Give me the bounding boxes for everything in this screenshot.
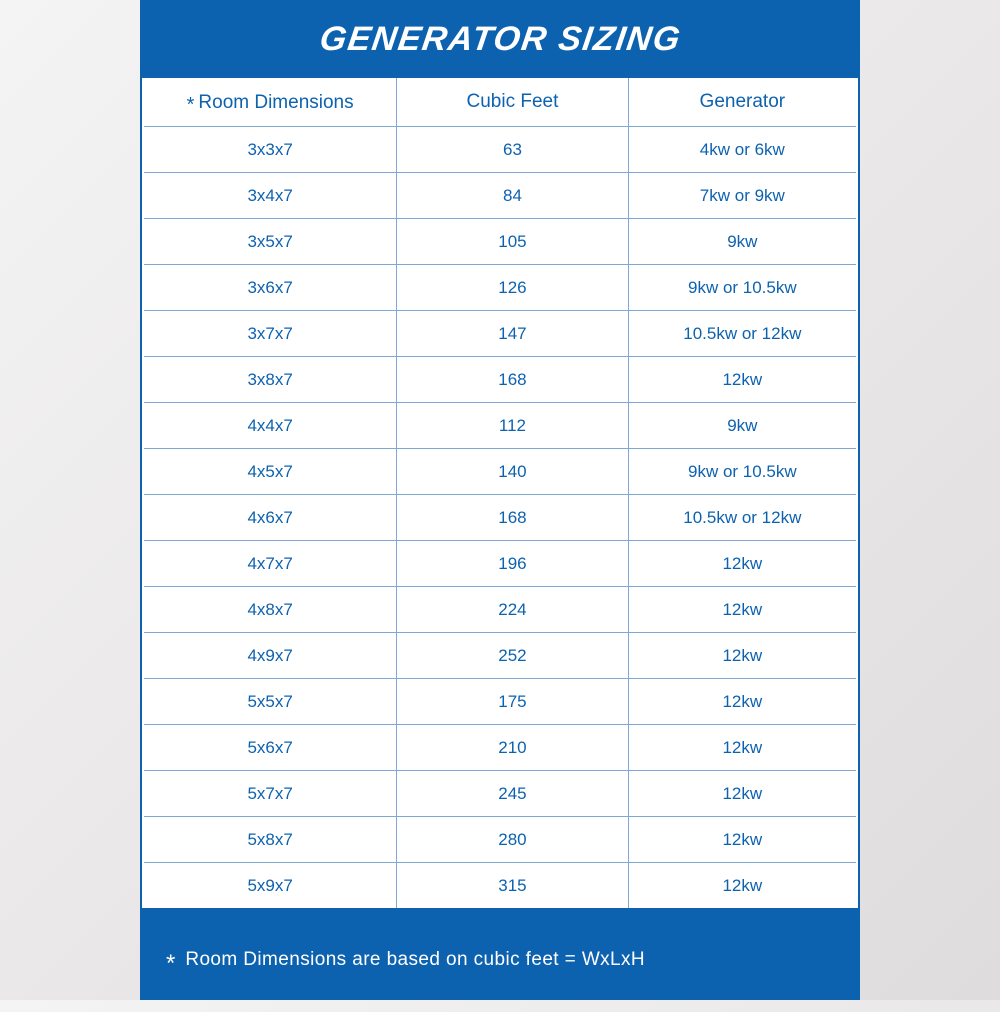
- cell-generator: 12kw: [628, 587, 856, 633]
- table-row: [144, 449, 856, 495]
- cell-cubic-feet: 196: [397, 541, 628, 587]
- table-row: [144, 633, 856, 679]
- column-header-generator: Generator: [628, 78, 856, 127]
- cell-room-dimensions: 5x9x7: [144, 863, 397, 909]
- poster-header: [140, 0, 860, 78]
- cell-generator: 12kw: [628, 541, 856, 587]
- cell-generator: 4kw or 6kw: [628, 127, 856, 173]
- cell-cubic-feet: 315: [397, 863, 628, 909]
- cell-generator: 10.5kw or 12kw: [628, 495, 856, 541]
- cell-cubic-feet: 140: [397, 449, 628, 495]
- table-row: [144, 265, 856, 311]
- table-row: [144, 127, 856, 173]
- cell-generator: 12kw: [628, 817, 856, 863]
- cell-room-dimensions: 3x8x7: [144, 357, 397, 403]
- table-header: [144, 78, 856, 127]
- table-body: [144, 127, 856, 909]
- cell-room-dimensions: 3x4x7: [144, 173, 397, 219]
- cell-room-dimensions: 4x4x7: [144, 403, 397, 449]
- footnote: [140, 908, 860, 1012]
- cell-cubic-feet: 168: [397, 357, 628, 403]
- cell-room-dimensions: 3x7x7: [144, 311, 397, 357]
- cell-generator: 9kw or 10.5kw: [628, 265, 856, 311]
- sizing-table-container: [142, 78, 858, 908]
- table-row: [144, 587, 856, 633]
- table-row: [144, 495, 856, 541]
- generator-sizing-table: [144, 78, 856, 908]
- cell-generator: 7kw or 9kw: [628, 173, 856, 219]
- cell-room-dimensions: 5x6x7: [144, 725, 397, 771]
- table-row: [144, 725, 856, 771]
- cell-cubic-feet: 84: [397, 173, 628, 219]
- footnote-text: Room Dimensions are based on cubic feet = WxLxH: [185, 949, 646, 970]
- cell-cubic-feet: 252: [397, 633, 628, 679]
- table-row: [144, 403, 856, 449]
- cell-room-dimensions: 3x5x7: [144, 219, 397, 265]
- cell-room-dimensions: 4x8x7: [144, 587, 397, 633]
- cell-generator: 12kw: [628, 633, 856, 679]
- cell-cubic-feet: 112: [397, 403, 628, 449]
- column-header-room-dimensions-label: Room Dimensions: [198, 91, 354, 113]
- cell-generator: 12kw: [628, 863, 856, 909]
- table-row: [144, 541, 856, 587]
- cell-generator: 10.5kw or 12kw: [628, 311, 856, 357]
- generator-sizing-poster: [140, 0, 860, 1000]
- cell-room-dimensions: 3x6x7: [144, 265, 397, 311]
- cell-cubic-feet: 224: [397, 587, 628, 633]
- table-header-row: [144, 78, 856, 127]
- table-row: [144, 311, 856, 357]
- table-row: [144, 771, 856, 817]
- cell-cubic-feet: 280: [397, 817, 628, 863]
- table-row: [144, 219, 856, 265]
- table-row: [144, 863, 856, 909]
- cell-room-dimensions: 4x7x7: [144, 541, 397, 587]
- cell-room-dimensions: 5x8x7: [144, 817, 397, 863]
- cell-cubic-feet: 168: [397, 495, 628, 541]
- cell-room-dimensions: 5x7x7: [144, 771, 397, 817]
- table-row: [144, 173, 856, 219]
- cell-cubic-feet: 147: [397, 311, 628, 357]
- page-title: GENERATOR SIZING: [316, 19, 684, 58]
- cell-room-dimensions: 5x5x7: [144, 679, 397, 725]
- cell-cubic-feet: 175: [397, 679, 628, 725]
- cell-generator: 9kw: [628, 403, 856, 449]
- column-header-cubic-feet: Cubic Feet: [397, 78, 628, 127]
- asterisk-icon: *: [186, 93, 195, 116]
- table-row: [144, 817, 856, 863]
- cell-generator: 9kw: [628, 219, 856, 265]
- cell-room-dimensions: 4x5x7: [144, 449, 397, 495]
- cell-generator: 12kw: [628, 725, 856, 771]
- cell-generator: 12kw: [628, 771, 856, 817]
- cell-room-dimensions: 4x6x7: [144, 495, 397, 541]
- cell-room-dimensions: 3x3x7: [144, 127, 397, 173]
- asterisk-icon: *: [166, 950, 176, 977]
- cell-cubic-feet: 105: [397, 219, 628, 265]
- table-row: [144, 357, 856, 403]
- cell-generator: 12kw: [628, 679, 856, 725]
- cell-cubic-feet: 126: [397, 265, 628, 311]
- cell-generator: 9kw or 10.5kw: [628, 449, 856, 495]
- column-header-room-dimensions: [144, 78, 397, 127]
- table-row: [144, 679, 856, 725]
- cell-cubic-feet: 210: [397, 725, 628, 771]
- cell-room-dimensions: 4x9x7: [144, 633, 397, 679]
- cell-cubic-feet: 245: [397, 771, 628, 817]
- cell-generator: 12kw: [628, 357, 856, 403]
- cell-cubic-feet: 63: [397, 127, 628, 173]
